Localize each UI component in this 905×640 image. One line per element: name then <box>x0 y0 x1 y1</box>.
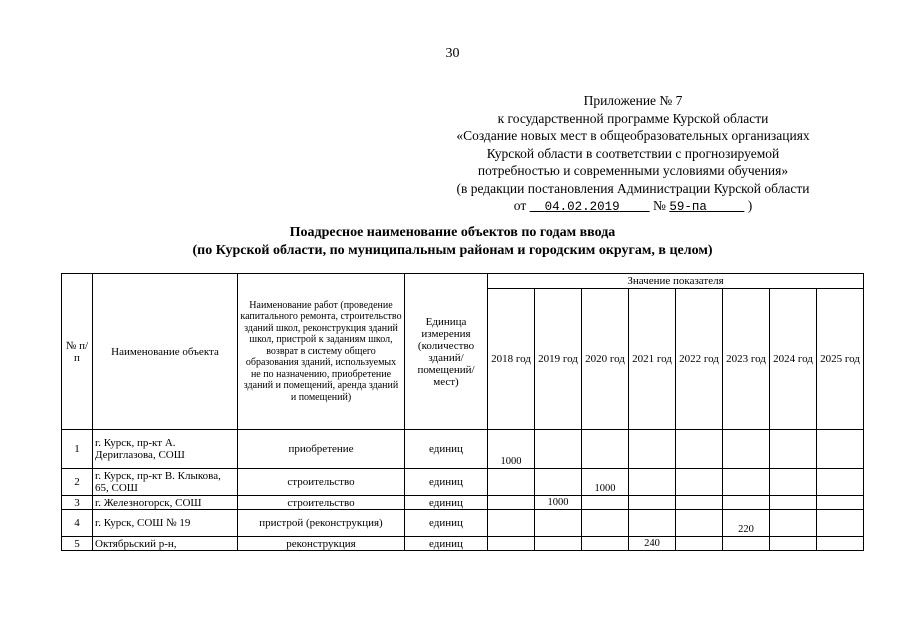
page-number: 30 <box>445 46 460 61</box>
value-cell <box>770 469 817 496</box>
object-name: г. Курск, пр-кт А. Дериглазова, СОШ <box>93 430 238 469</box>
row-num: 2 <box>62 469 93 496</box>
value-cell <box>535 469 582 496</box>
number-label: № <box>653 198 666 213</box>
value-cell <box>629 510 676 537</box>
value-cell <box>723 430 770 469</box>
header-year: 2023 год <box>723 289 770 430</box>
value-cell <box>488 469 535 496</box>
value-cell <box>676 430 723 469</box>
value-cell <box>488 496 535 510</box>
value-cell <box>582 430 629 469</box>
header-year: 2021 год <box>629 289 676 430</box>
table-row <box>62 469 864 496</box>
value-cell <box>770 510 817 537</box>
object-name: Октябрьский р-н, <box>93 537 238 551</box>
row-num: 4 <box>62 510 93 537</box>
header-year: 2018 год <box>488 289 535 430</box>
object-name: г. Курск, СОШ № 19 <box>93 510 238 537</box>
value-cell <box>582 510 629 537</box>
row-num: 5 <box>62 537 93 551</box>
appendix-number: Приложение № 7 <box>583 93 683 108</box>
value-cell <box>488 510 535 537</box>
unit: единиц <box>405 537 488 551</box>
header-year: 2020 год <box>582 289 629 430</box>
value-cell <box>817 537 864 551</box>
work-type: пристрой (реконструкция) <box>238 510 405 537</box>
header-num: № п/п <box>62 274 93 430</box>
appendix-line: Курской области в соответствии с прогнозируемой <box>486 145 780 161</box>
value-cell: 240 <box>629 537 676 551</box>
row-num: 3 <box>62 496 93 510</box>
object-name: г. Железногорск, СОШ <box>93 496 238 510</box>
appendix-line: «Создание новых мест в общеобразовательных организациях <box>456 128 810 143</box>
value-cell <box>629 496 676 510</box>
value-cell <box>535 430 582 469</box>
value-cell <box>817 430 864 469</box>
header-year: 2022 год <box>676 289 723 430</box>
header-work: Наименование работ (проведение капитального ремонта, строительство зданий школ, реконструкция зданий школ, пристрой к заданиям школ, возврат в систему общего образования зданий, используемых не по назначению, приобретение зданий и помещений, аренда зданий и помещений) <box>238 274 405 430</box>
edition-number: 59-па <box>669 200 707 214</box>
appendix-line: (в редакции постановления Администрации Курской области <box>456 180 810 196</box>
title-subline: (по Курской области, по муниципальным районам и городским округам, в целом) <box>192 243 713 258</box>
work-type: приобретение <box>238 430 405 469</box>
value-cell: 1000 <box>535 496 582 510</box>
header-values-group: Значение показателя <box>488 274 864 289</box>
appendix-line: к государственной программе Курской области <box>497 110 769 126</box>
table-row <box>62 510 864 537</box>
value-cell <box>723 469 770 496</box>
value-cell <box>723 496 770 510</box>
header-year: 2019 год <box>535 289 582 430</box>
unit: единиц <box>405 469 488 496</box>
unit: единиц <box>405 430 488 469</box>
work-type: реконструкция <box>238 537 405 551</box>
edition-date: 04.02.2019 <box>544 200 620 214</box>
close-paren: ) <box>747 198 753 213</box>
header-year: 2025 год <box>817 289 864 430</box>
work-type: строительство <box>238 469 405 496</box>
appendix-line: потребностью и современными условиями обучения» <box>477 163 789 178</box>
object-name: г. Курск, пр-кт В. Клыкова, 65, СОШ <box>93 469 238 496</box>
value-cell <box>770 496 817 510</box>
value-cell <box>535 510 582 537</box>
unit: единиц <box>405 496 488 510</box>
value-cell: 220 <box>723 510 770 537</box>
from-label: от <box>513 198 527 213</box>
header-year: 2024 год <box>770 289 817 430</box>
value-cell <box>488 537 535 551</box>
value-cell <box>676 496 723 510</box>
row-num: 1 <box>62 430 93 469</box>
value-cell <box>676 537 723 551</box>
document-title <box>0 224 905 260</box>
objects-table <box>61 273 864 551</box>
table-row <box>62 430 864 469</box>
value-cell <box>770 537 817 551</box>
value-cell <box>629 430 676 469</box>
work-type: строительство <box>238 496 405 510</box>
value-cell <box>817 510 864 537</box>
value-cell: 1000 <box>488 430 535 469</box>
edition-line <box>423 197 843 217</box>
value-cell <box>582 496 629 510</box>
header-unit: Единица измерения (количество зданий/ помещений/ мест) <box>405 274 488 430</box>
unit: единиц <box>405 510 488 537</box>
value-cell <box>535 537 582 551</box>
value-cell <box>676 469 723 496</box>
value-cell <box>817 469 864 496</box>
value-cell <box>723 537 770 551</box>
table-row <box>62 496 864 510</box>
value-cell <box>629 469 676 496</box>
value-cell <box>770 430 817 469</box>
value-cell <box>817 496 864 510</box>
value-cell <box>676 510 723 537</box>
value-cell: 1000 <box>582 469 629 496</box>
header-name: Наименование объекта <box>93 274 238 430</box>
title-line: Поадресное наименование объектов по годам ввода <box>289 225 616 240</box>
value-cell <box>582 537 629 551</box>
appendix-header <box>423 92 843 217</box>
table-row <box>62 537 864 551</box>
